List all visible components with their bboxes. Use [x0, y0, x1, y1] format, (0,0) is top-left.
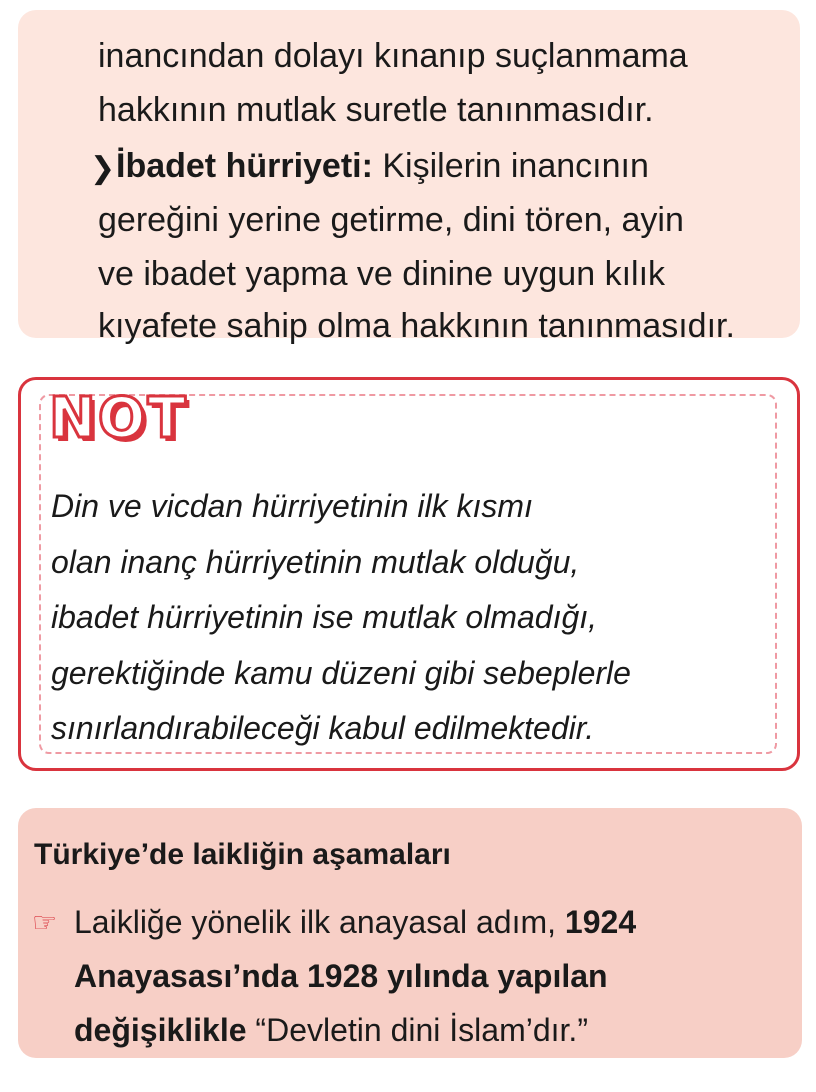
laiklik-line-3-bold: değişiklikle: [74, 1012, 247, 1048]
note-line-3: ibadet hürriyetinin ise mutlak olmadığı,: [51, 599, 598, 635]
section-title: Türkiye’de laikliğin aşamaları: [34, 838, 451, 871]
definition-line-3: [116, 146, 649, 186]
note-line-4: gerektiğinde kamu düzeni gibi sebeplerle: [51, 655, 631, 691]
note-line-1: Din ve vicdan hürriyetinin ilk kısmı: [51, 488, 533, 524]
term-ibadet-hurriyeti: İbadet hürriyeti:: [116, 147, 373, 185]
laiklik-box: [18, 808, 802, 1058]
pointing-hand-icon: ☞: [32, 907, 58, 938]
laiklik-line-3-text: “Devletin dini İslam’dır.”: [246, 1012, 588, 1048]
definition-line-5: ve ibadet yapma ve dinine uygun kılık: [98, 255, 666, 293]
laiklik-line-2: [74, 956, 608, 996]
note-box: [18, 377, 800, 771]
note-line-2: olan inanç hürriyetinin mutlak olduğu,: [51, 544, 580, 580]
laiklik-line-1: [74, 902, 636, 942]
definition-line-4: gereğini yerine getirme, dini tören, ayin: [98, 201, 684, 239]
definition-line-2: hakkının mutlak suretle tanınmasıdır.: [98, 91, 654, 129]
definition-line-3-text: Kişilerin inancının: [372, 147, 649, 185]
note-title: NOT: [49, 386, 188, 451]
note-line-5: sınırlandırabileceği kabul edilmektedir.: [51, 710, 595, 746]
laiklik-line-3: [74, 1010, 588, 1050]
chevron-right-icon: ❯: [90, 152, 116, 185]
definition-box: [18, 10, 800, 345]
laiklik-line-2-bold: Anayasası’nda 1928 yılında yapılan: [74, 958, 608, 994]
definition-line-6: kıyafete sahip olma hakkının tanınmasıdır.: [98, 307, 735, 345]
laiklik-line-1-bold: 1924: [564, 904, 637, 940]
definition-line-1: inancından dolayı kınanıp suçlanmama: [98, 37, 688, 75]
laiklik-line-1-text: Laikliğe yönelik ilk anayasal adım,: [74, 904, 565, 940]
